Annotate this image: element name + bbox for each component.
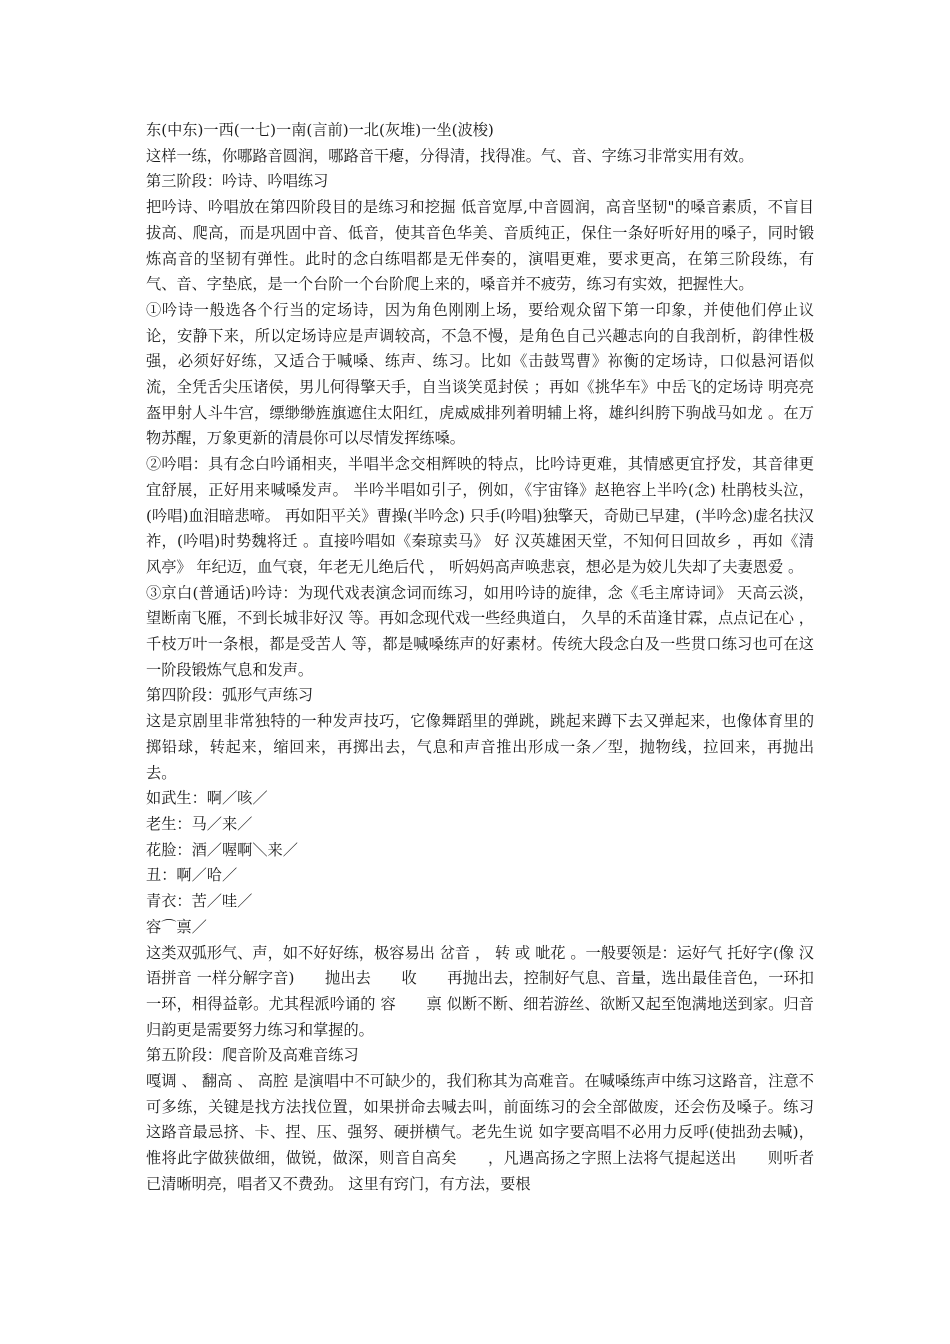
section-heading-stage-4: 第四阶段：弧形气声练习 (146, 686, 314, 705)
example-line: 老生：马／来／ (146, 814, 253, 833)
document-body (146, 118, 814, 1198)
paragraph: 这类双弧形气、声，如不好好练，极容易出 岔音 ， 转 或 呲花 。一般要领是：运好气 托好字(像 汉语拼音 一样分解字音) 抛出去 收 再抛出去，控制好气息、音量，选出最佳音色，一环扣一环，相得益彰。尤其程派吟诵的 容 禀 似断不断、细若游丝、欲断又起至饱满地送到家。归音归韵更是需要努力练习和掌握的。 (146, 943, 814, 1039)
section-heading-stage-5: 第五阶段：爬音阶及高难音练习 (146, 1046, 359, 1065)
paragraph: 这样一练，你哪路音圆润，哪路音干瘪，分得清，找得准。气、音、字练习非常实用有效。 (146, 146, 754, 165)
example-line: 丑：啊／哈／ (146, 866, 238, 885)
paragraph: 把吟诗、吟唱放在第四阶段目的是练习和挖掘 低音宽厚,中音圆润，高音坚韧"的嗓音素质，不盲目拔高、爬高，而是巩固中音、低音，使其音色华美、音质纯正，保住一条好听好用的嗓子，同时锻炼高音的坚韧有弹性。此时的念白练唱都是无伴奏的，演唱更难，要求更高，在第三阶段练，有气、音、字垫底，是一个台阶一个台阶爬上来的，嗓音并不疲劳，练习有实效，把握性大。 (146, 198, 814, 294)
paragraph: ③京白(普通话)吟诗：为现代戏表演念词而练习，如用吟诗的旋律，念《毛主席诗词》 天高云淡，望断南飞雁，不到长城非好汉 等。再如念现代戏一些经典道白， 久旱的禾苗逢甘霖，点点记在心 ， 千枝万叶一条根，都是受苦人 等，都是喊嗓练声的好素材。传统大段念白及一些贯口练习也可在这一阶段锻炼气息和发声。 (146, 583, 814, 679)
paragraph: 这是京剧里非常独特的一种发声技巧，它像舞蹈里的弹跳，跳起来蹲下去又弹起来，也像体育里的掷铅球，转起来，缩回来，再掷出去，气息和声音推出形成一条／型，抛物线，拉回来，再抛出去。 (146, 712, 814, 782)
paragraph: ①吟诗一般选各个行当的定场诗，因为角色刚刚上场，要给观众留下第一印象，并使他们停止议论，安静下来，所以定场诗应是声调较高，不急不慢，是角色自己兴趣志向的自我剖析，韵律性极强，必须好好练，又适合于喊嗓、练声、练习。比如《击鼓骂曹》祢衡的定场诗，口似悬河语似流，全凭舌尖压诸侯，男儿何得擎天手，自当谈笑觅封侯 ；再如《挑华车》中岳飞的定场诗 明亮亮盔甲射人斗牛宫，缥缈缈旌旗遮住太阳红，虎威威排列着明辅上将，雄纠纠胯下驹战马如龙 。在万物苏醒，万象更新的清晨你可以尽情发挥练嗓。 (146, 300, 814, 448)
example-line: 青衣：苦／哇／ (146, 892, 253, 911)
section-heading-stage-3: 第三阶段：吟诗、吟唱练习 (146, 172, 329, 191)
tone-practice-line: 东(中东)一西(一七)一南(言前)一北(灰堆)一坐(波梭) (146, 121, 494, 139)
example-line: 如武生：啊／咳／ (146, 789, 268, 808)
paragraph: ②吟唱：具有念白吟诵相夹，半唱半念交相辉映的特点，比吟诗更难，其情感更宜抒发，其音律更宜舒展，正好用来喊嗓发声。 半吟半唱如引子，例如，《宇宙锋》赵艳容上半吟(念) 杜鹃枝头泣，(吟唱)血泪暗悲啼。 再如阳平关》曹操(半吟念) 只手(吟唱)独擎天，奇勋已早建，(半吟念)虚名扶汉祚，(吟唱)时势魏将迁 。直接吟唱如《秦琼卖马》 好 汉英雄困天堂，不知何日回故乡 ，再如《清风亭》 年纪迈，血气衰，年老无儿绝后代 ， 听妈妈高声唤悲哀，想必是为姣儿失却了夫妻恩爱 。 (146, 455, 814, 576)
example-line: 容⌒禀／ (146, 917, 207, 936)
example-line: 花脸：酒／喔啊＼来／ (146, 840, 298, 859)
paragraph: 嘎调 、 翻高 、 高腔 是演唱中不可缺少的，我们称其为高难音。在喊嗓练声中练习这路音，注意不可多练，关键是找方法找位置，如果拼命去喊去叫，前面练习的会全部做废，还会伤及嗓子。练习这路音最忌挤、卡、捏、压、强努、硬拼横气。老先生说 如字要高唱不必用力反呼(使拙劲去喊)，惟将此字做狭做细，做锐，做深，则音自高矣 ，凡遇高扬之字照上法将气提起送出 则听者已清晰明亮，唱者又不费劲。 这里有窍门，有方法，要根 (146, 1072, 814, 1193)
